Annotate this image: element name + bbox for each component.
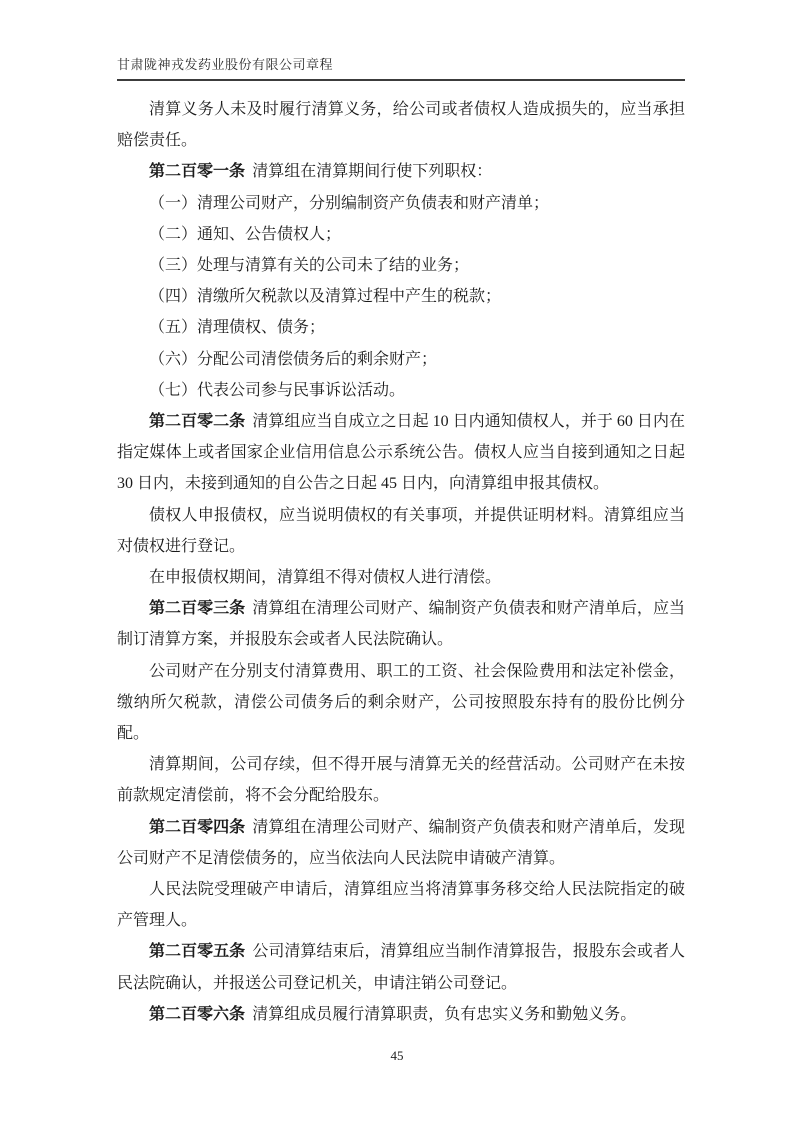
- paragraph-text: 公司清算结束后，清算组应当制作清算报告，报股东会或者人民法院确认，并报送公司登记机关，申请注销公司登记。: [117, 943, 685, 992]
- paragraph-text: 清算组在清理公司财产、编制资产负债表和财产清单后，发现公司财产不足清偿债务的，应当依法向人民法院申请破产清算。: [117, 818, 685, 867]
- paragraph-text: 债权人申报债权，应当说明债权的有关事项，并提供证明材料。清算组应当对债权进行登记。: [117, 506, 685, 555]
- paragraph: [117, 250, 685, 281]
- paragraph: [117, 562, 685, 593]
- paragraph: [117, 94, 685, 156]
- paragraph: [117, 281, 685, 312]
- article-number-label: 第二百零二条: [149, 413, 246, 431]
- paragraph: [117, 936, 685, 998]
- paragraph: [117, 219, 685, 250]
- content-area: [117, 94, 685, 1030]
- paragraph-text: 人民法院受理破产申请后，清算组应当将清算事务移交给人民法院指定的破产管理人。: [117, 881, 685, 930]
- page-header: [117, 54, 685, 81]
- paragraph: [117, 500, 685, 562]
- paragraph: [117, 188, 685, 219]
- paragraph-text: 清算组应当自成立之日起 10 日内通知债权人，并于 60 日内在指定媒体上或者国家企业信用信息公示系统公告。债权人应当自接到通知之日起 30 日内，未接到通知的自公告之日起 45 日内，向清算组申报其债权。: [117, 413, 685, 493]
- article-number-label: 第二百零三条: [149, 600, 246, 618]
- paragraph-text: （五）清理债权、债务；: [149, 319, 326, 337]
- paragraph-text: 清算组在清算期间行使下列职权：: [252, 163, 493, 181]
- paragraph-text: （三）处理与清算有关的公司未了结的业务；: [149, 257, 470, 275]
- paragraph-text: （七）代表公司参与民事诉讼活动。: [149, 381, 406, 399]
- paragraph: [117, 749, 685, 811]
- page-footer: [0, 1048, 794, 1064]
- paragraph-text: 公司财产在分别支付清算费用、职工的工资、社会保险费用和法定补偿金，缴纳所欠税款，清偿公司债务后的剩余财产，公司按照股东持有的股份比例分配。: [117, 662, 685, 743]
- paragraph: [117, 156, 685, 187]
- paragraph-text: 在申报债权期间，清算组不得对债权人进行清偿。: [149, 569, 502, 587]
- article-number-label: 第二百零一条: [149, 163, 246, 181]
- paragraph: [117, 874, 685, 936]
- paragraph-text: 清算期间，公司存续，但不得开展与清算无关的经营活动。公司财产在未按前款规定清偿前，将不会分配给股东。: [117, 756, 685, 805]
- paragraph-text: 清算义务人未及时履行清算义务，给公司或者债权人造成损失的，应当承担赔偿责任。: [117, 101, 685, 150]
- paragraph: [117, 344, 685, 375]
- article-number-label: 第二百零四条: [149, 818, 246, 836]
- paragraph: [117, 656, 685, 750]
- paragraph: [117, 406, 685, 500]
- paragraph: [117, 312, 685, 343]
- paragraph-text: （一）清理公司财产，分别编制资产负债表和财产清单；: [149, 194, 550, 212]
- article-number-label: 第二百零六条: [149, 1005, 246, 1023]
- article-number-label: 第二百零五条: [149, 943, 246, 961]
- page-number: 45: [390, 1048, 404, 1063]
- paragraph: [117, 999, 685, 1030]
- paragraph-text: 清算组在清理公司财产、编制资产负债表和财产清单后，应当制订清算方案，并报股东会或者人民法院确认。: [117, 600, 685, 649]
- paragraph: [117, 375, 685, 406]
- paragraph-text: 清算组成员履行清算职责，负有忠实义务和勤勉义务。: [252, 1005, 637, 1023]
- paragraph-text: （六）分配公司清偿债务后的剩余财产；: [149, 350, 438, 368]
- document-title: 甘肃陇神戎发药业股份有限公司章程: [117, 57, 334, 72]
- paragraph: [117, 593, 685, 655]
- paragraph: [117, 812, 685, 874]
- paragraph-text: （四）清缴所欠税款以及清算过程中产生的税款；: [149, 288, 502, 306]
- paragraph-text: （二）通知、公告债权人；: [149, 225, 342, 243]
